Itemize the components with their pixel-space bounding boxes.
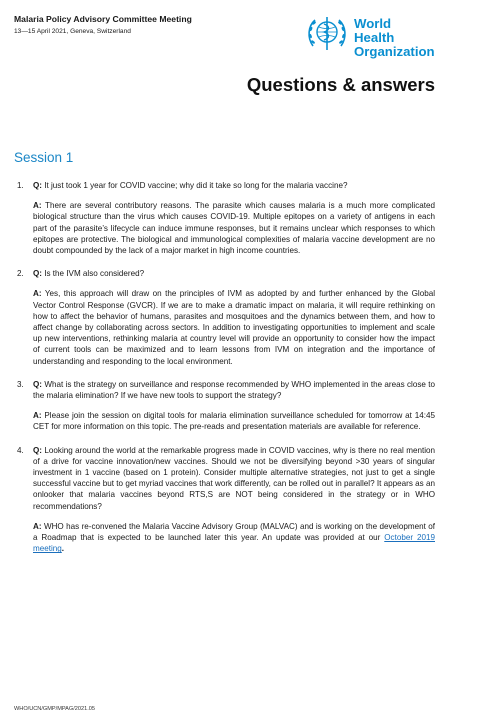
question-text	[33, 180, 435, 191]
qa-item-2	[17, 268, 436, 367]
question-label: Q:	[33, 445, 42, 455]
logo-text-line2: Organization	[354, 44, 435, 59]
qa-number: 3.	[17, 379, 24, 389]
logo-text-line1: World Health	[354, 16, 395, 45]
document-header	[14, 14, 314, 37]
qa-item-1	[17, 180, 435, 256]
meeting-date-location: 13—15 April 2021, Geneva, Switzerland	[14, 28, 131, 35]
question-label: Q:	[33, 181, 42, 190]
question-label: Q:	[33, 269, 42, 279]
answer-text	[33, 200, 435, 256]
answer-body: Please join the session on digital tools for malaria elimination surveillance scheduled for tomorrow at 14:45 CET for more information on this topic. The pre-reads and presentation materials are available for reference.	[33, 411, 435, 432]
answer-body: There are several contributory reasons. The parasite which causes malaria is a much more complicated biological structure than the virus which causes COVID-19. Multiple epitopes on a variety of antigens in each part of the parasite’s lifecycle can induce immune responses, but it remains unclear which responses to which epitopes are protective. The biological and immunological complexities of malaria vaccine development are no doubt compounded by the lack of a major market in high income countries.	[33, 201, 435, 256]
answer-label: A:	[33, 411, 42, 421]
question-text	[33, 379, 435, 401]
question-text	[33, 445, 435, 512]
question-body: It just took 1 year for COVID vaccine; why did it take so long for the malaria vaccine?	[44, 181, 348, 190]
meeting-title: Malaria Policy Advisory Committee Meeting	[14, 14, 192, 24]
document-code: WHO/UCN/GMP/MPAG/2021.05	[14, 706, 96, 712]
answer-label: A:	[33, 521, 42, 531]
qa-item-4	[17, 445, 435, 555]
answer-body: WHO has re-convened the Malaria Vaccine Advisory Group (MALVAC) and is working on the development of a Roadmap that is expected to be launched later this year. An update was provided at our	[33, 521, 435, 543]
question-body: Looking around the world at the remarkable progress made in COVID vaccines, why is there no real mention of a drive for vaccine innovation/new vaccines. Should we not be diversifying beyond >30 years of singular investment in 1 vaccine (based on 1 protein). Consider multiple alternative strategies, not just to get a single successful vaccine but to get myriad vaccines that work differently, can be rolled out in parallel? It appears as an onlooker that malaria vaccines beyond RTS,S are NOT being considered in the strategy or in WHO recommendations?	[33, 445, 435, 511]
question-label: Q:	[33, 379, 42, 389]
answer-text	[33, 288, 435, 366]
page-title: Questions & answers	[246, 74, 435, 95]
qa-number: 2.	[17, 269, 24, 279]
qa-number: 1.	[17, 181, 24, 190]
answer-text	[33, 410, 435, 432]
question-body: What is the strategy on surveillance and response recommended by WHO implemented in the areas close to the malaria elimination? If we have new tools to support the strategy?	[33, 379, 435, 401]
qa-item-3	[17, 379, 435, 433]
question-text	[33, 268, 435, 279]
session-heading: Session 1	[14, 150, 74, 165]
qa-number: 4.	[17, 445, 24, 455]
answer-label: A:	[33, 201, 42, 211]
october-2019-meeting-link[interactable]: October 2019 meeting	[33, 533, 435, 554]
who-logo	[305, 12, 435, 59]
qa-list	[17, 180, 436, 566]
answer-label: A:	[33, 289, 42, 299]
answer-end: .	[61, 544, 65, 554]
question-body: Is the IVM also considered?	[44, 269, 145, 279]
answer-body: Yes, this approach will draw on the principles of IVM as adopted by and further enhanced by the Global Vector Control Response (GVCR). If we are to make a dramatic impact on malaria, it will require rethinking on how to affect the behavior of humans, parasites and mosquitoes and the dynamics between them, and how to affect change by collaborating across sectors. In addition to investigating opportunities to implement and scale up new interventions, rethinking malaria at country level will provide an opportunity to consider how the impact of current tools can be maximized and to learn lessons from IVM on integration and the importance of understanding and responding to the local environment.	[33, 289, 436, 366]
answer-text	[33, 521, 435, 555]
who-emblem-icon	[305, 12, 349, 56]
